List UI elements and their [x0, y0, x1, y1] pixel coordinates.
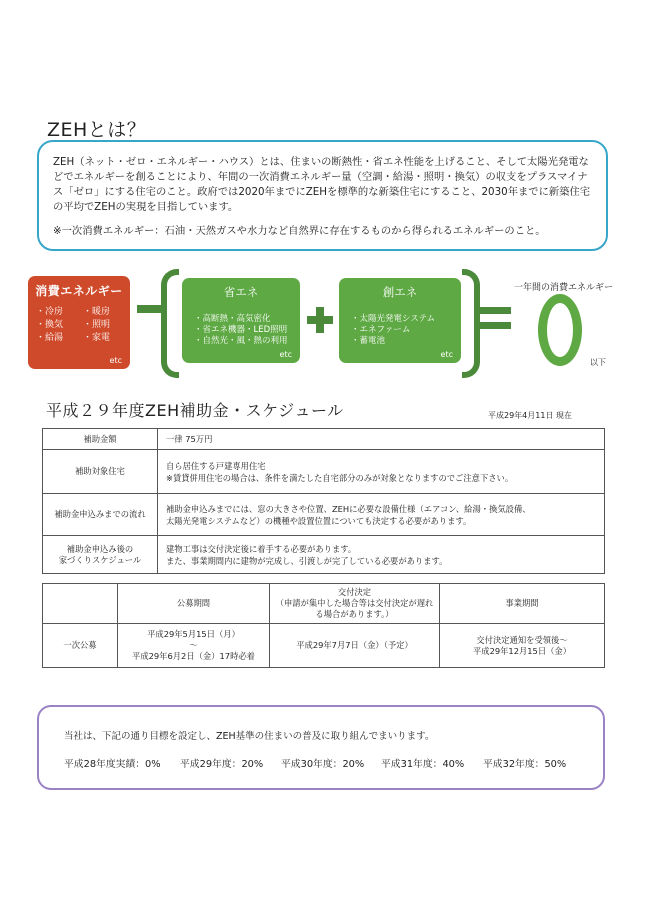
create-item: ・太陽光発電システム [351, 314, 436, 324]
info-value-note: ※賃貸併用住宅の場合は、条件を満たした自宅部分のみが対象となりますのでご注意下さい。 [166, 472, 514, 483]
header-decision: 交付決定 [337, 587, 372, 597]
result-label: 一年間の消費エネルギー [514, 283, 614, 293]
info-key-line2: 家づくりスケジュール [58, 554, 142, 565]
saving-energy-box [182, 278, 300, 363]
zeh-footnote: ※一次消費エネルギー：石油・天然ガスや水力など自然界に存在するものから得られるエネルギーのこと。 [53, 225, 546, 237]
consume-item: ・換気 [36, 320, 64, 330]
table-row [43, 450, 605, 494]
equals-sign-top [475, 307, 511, 314]
consume-item: ・暖房 [83, 307, 111, 317]
schedule-table [42, 583, 605, 668]
period-start: 平成29年5月15日（月） [147, 629, 240, 639]
left-bracket [161, 269, 179, 378]
table-header-row [43, 584, 605, 624]
info-value: 一律 75万円 [158, 429, 605, 450]
table-row [43, 624, 605, 668]
table-row [43, 429, 605, 450]
subsidy-info-table [42, 428, 605, 574]
project-line1: 交付決定通知を受領後～ [476, 634, 568, 645]
info-key: 補助金申込み後の [66, 543, 134, 554]
zeh-description-box [37, 140, 608, 251]
period-cell [118, 624, 270, 668]
plus-sign-vertical [316, 307, 324, 333]
info-key: 補助金額 [43, 429, 158, 450]
zeh-description: ZEH（ネット・ゼロ・エネルギー・ハウス）とは、住まいの断熱性・省エネ性能を上げること、そして太陽光発電などでエネルギーを創ることにより、年間の一次消費エネルギー量（空調・給湯・照明・換気）の収支をプラスマイナス「ゼロ」にする住宅のこと。政府では2020年までにZEHを標準的な新築住宅にすること、2030年までに新築住宅の平均でZEHの実現を目指しています。 [53, 156, 591, 213]
goals-text: 当社は、下記の通り目標を設定し、ZEH基準の住まいの普及に取り組んでまいります。 [64, 731, 435, 742]
consume-item: ・給湯 [36, 333, 64, 343]
create-etc: etc [440, 350, 453, 359]
consume-item: ・照明 [83, 320, 111, 330]
table-row [43, 494, 605, 536]
row-label: 一次公募 [43, 624, 118, 668]
info-value: 補助金申込みまでには、窓の大きさや位置、ZEHに必要な設備仕様（エアコン、給湯・換気設備、 [166, 503, 531, 514]
create-item: ・蓄電池 [351, 336, 386, 346]
create-energy-box [339, 278, 461, 363]
info-value-note: 太陽光発電システムなど）の機種や設置位置についても決定する必要があります。 [166, 515, 472, 526]
equals-sign-bottom [475, 322, 511, 329]
saving-item: ・省エネ機器・LED照明 [194, 325, 288, 335]
info-value-note: また、事業期間内に建物が完成し、引渡しが完了している必要があります。 [166, 555, 448, 566]
info-key-cell [43, 536, 158, 574]
info-value-cell [158, 450, 605, 494]
consume-etc: etc [109, 356, 122, 365]
saving-etc: etc [279, 350, 292, 359]
header-decision-cell [270, 584, 440, 624]
saving-item: ・自然光・風・熱の利用 [194, 336, 288, 346]
schedule-date: 平成29年4月11日 現在 [488, 411, 572, 420]
header-decision-note: （申請が集中した場合等は交付決定が遅れる場合があります。） [275, 598, 434, 619]
result-suffix: 以下 [590, 358, 606, 367]
header-period: 公募期間 [118, 584, 270, 624]
info-value-cell [158, 536, 605, 574]
goal-item: 平成28年度実績：0% [64, 759, 161, 770]
header-project: 事業期間 [440, 584, 605, 624]
goal-item: 平成29年度：20% [180, 759, 264, 770]
create-item: ・エネファーム [351, 325, 411, 335]
period-end: 平成29年6月2日（金）17時必着 [132, 651, 255, 661]
consume-title: 消費エネルギー [35, 284, 123, 298]
table-row [43, 536, 605, 574]
decision-cell: 平成29年7月7日（金）（予定） [270, 624, 440, 668]
consume-item: ・冷房 [36, 307, 64, 317]
info-value: 自ら居住する戸建専用住宅 [166, 460, 266, 471]
goal-item: 平成31年度：40% [381, 759, 465, 770]
info-value-cell [158, 494, 605, 536]
create-title: 創エネ [382, 285, 418, 299]
goals-box [37, 705, 605, 790]
section-title-zeh: ZEHとは？ [47, 119, 147, 141]
section-title-schedule: 平成２９年度ZEH補助金・スケジュール [46, 401, 344, 420]
minus-sign [137, 305, 163, 313]
header-empty [43, 584, 118, 624]
info-key: 補助金申込みまでの流れ [43, 494, 158, 536]
zero-graphic [538, 294, 582, 366]
goal-item: 平成32年度：50% [483, 759, 567, 770]
saving-title: 省エネ [223, 285, 259, 299]
project-cell [440, 624, 605, 668]
saving-item: ・高断熱・高気密化 [194, 314, 271, 324]
period-separator: ～ [189, 640, 198, 650]
project-line2: 平成29年12月15日（金） [472, 645, 572, 656]
info-key: 補助対象住宅 [43, 450, 158, 494]
consume-energy-box [28, 276, 130, 369]
goal-item: 平成30年度：20% [281, 759, 365, 770]
consume-item: ・家電 [83, 333, 111, 343]
info-value: 建物工事は交付決定後に着手する必要があります。 [166, 543, 357, 554]
